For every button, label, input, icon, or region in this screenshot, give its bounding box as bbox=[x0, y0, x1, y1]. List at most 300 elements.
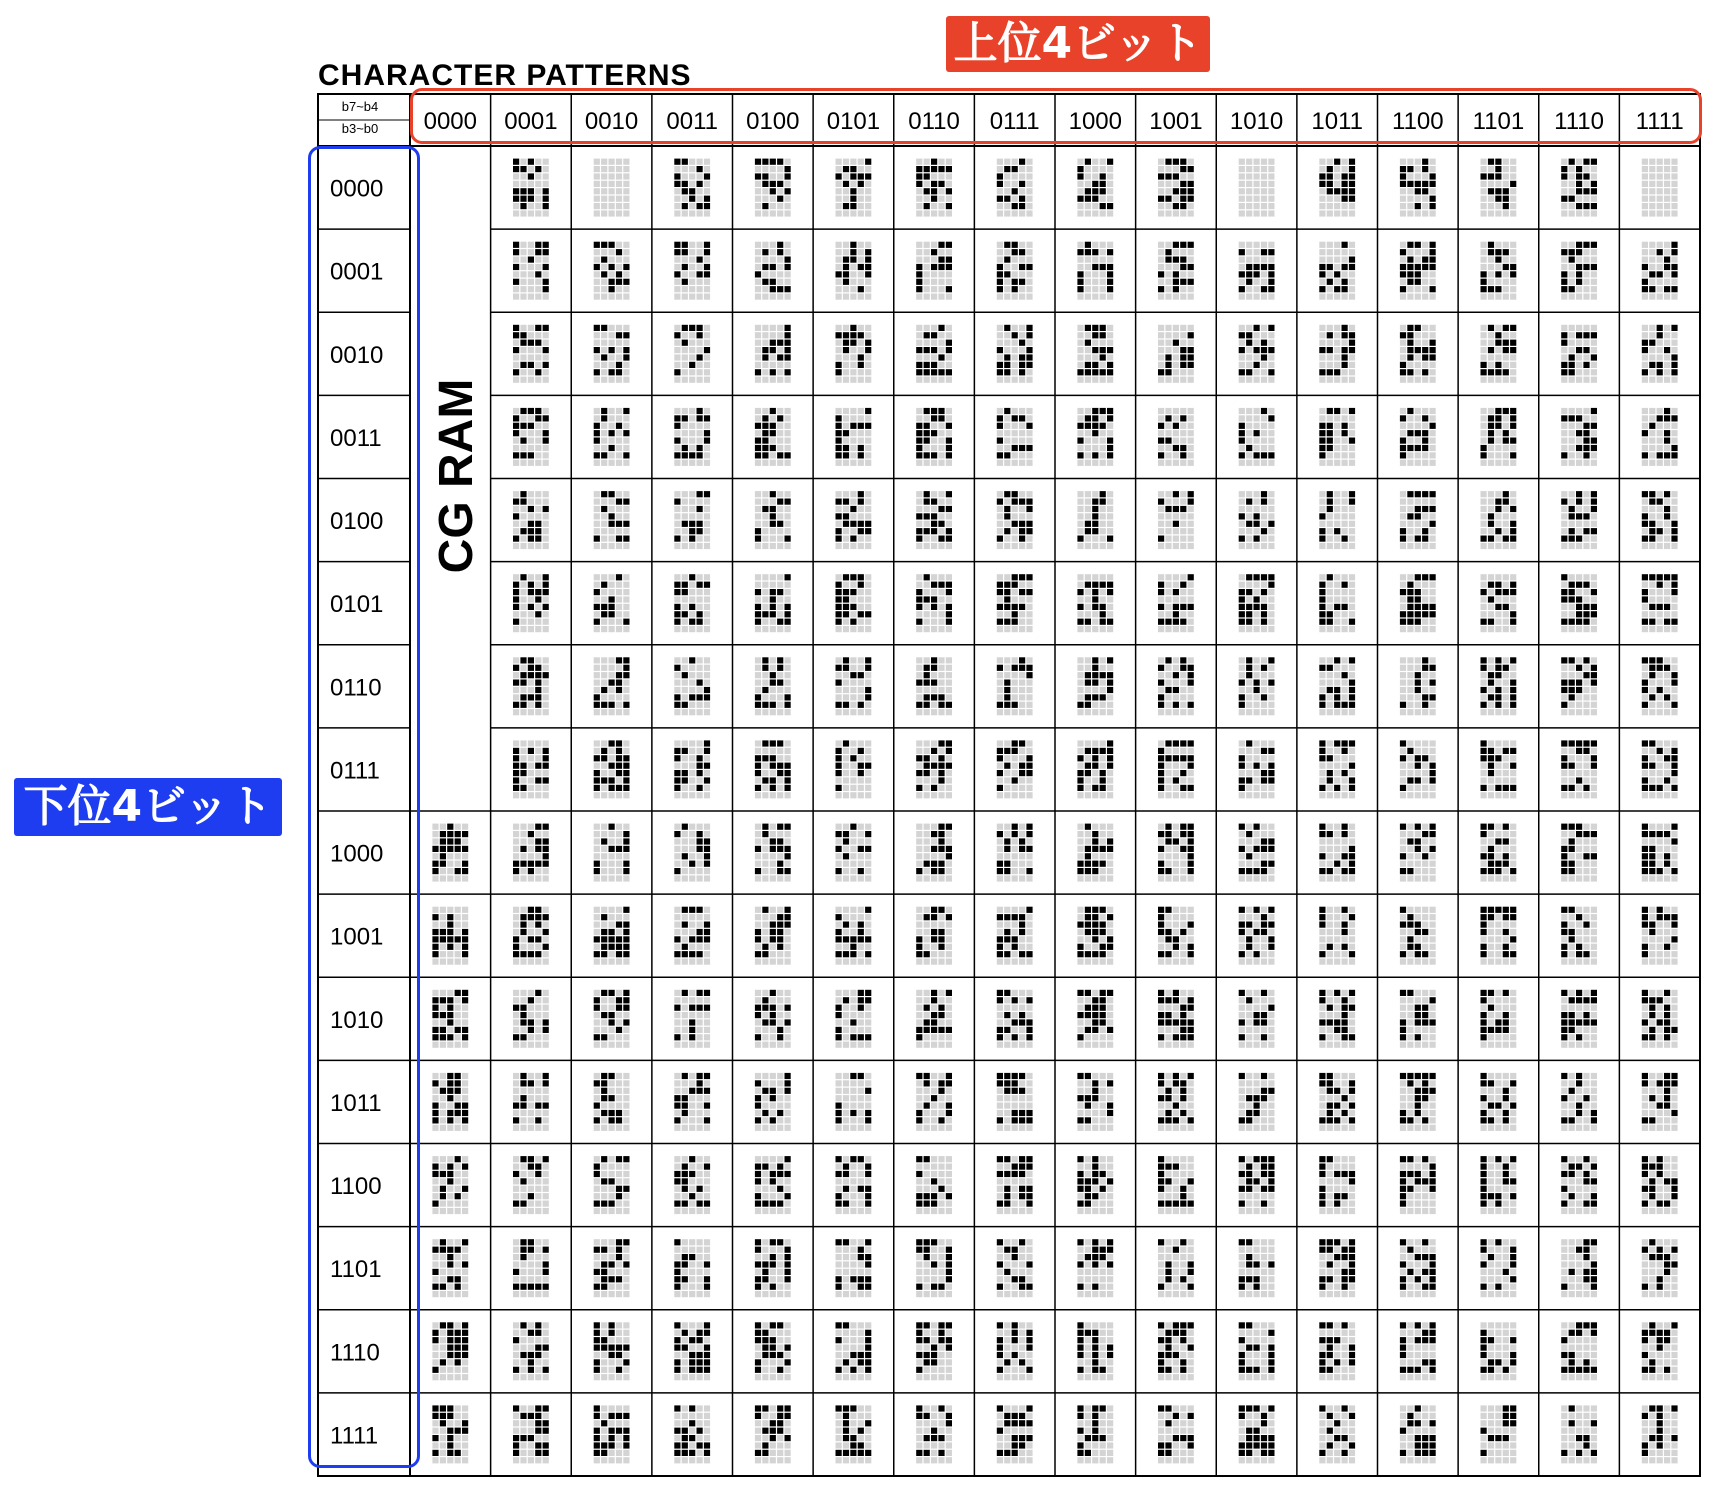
glyph-dot bbox=[520, 340, 526, 346]
glyph-dot bbox=[447, 1110, 453, 1116]
glyph-dot bbox=[697, 1042, 703, 1048]
glyph-dot bbox=[704, 922, 710, 928]
glyph-dot bbox=[1012, 362, 1018, 368]
glyph-dot bbox=[770, 257, 776, 263]
column-header: 0001 bbox=[504, 108, 558, 135]
glyph-dot bbox=[1012, 415, 1018, 421]
glyph-dot bbox=[785, 1330, 791, 1336]
glyph-dot bbox=[843, 929, 849, 935]
glyph-dot bbox=[462, 936, 468, 942]
glyph-dot bbox=[858, 907, 864, 913]
glyph-dot bbox=[924, 286, 930, 292]
glyph-dot bbox=[924, 1367, 930, 1373]
glyph-dot bbox=[440, 1367, 446, 1373]
glyph-dot bbox=[543, 1186, 549, 1192]
glyph-dot bbox=[543, 907, 549, 913]
glyph-dot bbox=[850, 1034, 856, 1040]
glyph-dot bbox=[946, 1239, 952, 1245]
glyph-dot bbox=[704, 1034, 710, 1040]
glyph-dot bbox=[609, 740, 615, 746]
glyph-dot bbox=[931, 1073, 937, 1079]
glyph-dot bbox=[682, 951, 688, 957]
glyph-dot bbox=[616, 657, 622, 663]
glyph-dot bbox=[616, 1110, 622, 1116]
glyph-dot bbox=[762, 445, 768, 451]
glyph-dot bbox=[850, 748, 856, 754]
glyph-dot bbox=[1012, 990, 1018, 996]
glyph-dot bbox=[594, 1450, 600, 1456]
glyph-dot bbox=[601, 408, 607, 414]
glyph-dot bbox=[1012, 332, 1018, 338]
glyph-dot bbox=[616, 959, 622, 965]
glyph-dot bbox=[513, 513, 519, 519]
glyph-dot bbox=[528, 445, 534, 451]
glyph-dot bbox=[850, 1178, 856, 1184]
glyph-dot bbox=[513, 694, 519, 700]
glyph-dot bbox=[762, 354, 768, 360]
glyph-dot bbox=[528, 1352, 534, 1358]
glyph-dot bbox=[916, 672, 922, 678]
glyph-dot bbox=[535, 997, 541, 1003]
glyph-dot bbox=[1019, 1413, 1025, 1419]
glyph-dot bbox=[836, 582, 842, 588]
glyph-dot bbox=[689, 1435, 695, 1441]
glyph-dot bbox=[777, 264, 783, 270]
glyph-dot bbox=[755, 294, 761, 300]
glyph-dot bbox=[689, 846, 695, 852]
glyph-dot bbox=[440, 1291, 446, 1297]
glyph-dot bbox=[858, 445, 864, 451]
glyph-dot bbox=[997, 362, 1003, 368]
glyph-dot bbox=[1019, 271, 1025, 277]
glyph-dot bbox=[1026, 340, 1032, 346]
glyph-dot bbox=[689, 1330, 695, 1336]
glyph-dot bbox=[916, 875, 922, 881]
glyph-cell bbox=[916, 740, 952, 798]
glyph-dot bbox=[455, 944, 461, 950]
glyph-dot bbox=[440, 1261, 446, 1267]
glyph-dot bbox=[1012, 672, 1018, 678]
glyph-dot bbox=[601, 1291, 607, 1297]
glyph-dot bbox=[843, 430, 849, 436]
glyph-dot bbox=[755, 846, 761, 852]
glyph-dot bbox=[836, 1442, 842, 1448]
glyph-dot bbox=[850, 755, 856, 761]
glyph-dot bbox=[938, 159, 944, 165]
glyph-dot bbox=[616, 1080, 622, 1086]
glyph-dot bbox=[865, 914, 871, 920]
glyph-dot bbox=[682, 755, 688, 761]
glyph-dot bbox=[836, 1027, 842, 1033]
glyph-dot bbox=[836, 936, 842, 942]
glyph-cell bbox=[997, 1073, 1033, 1131]
glyph-dot bbox=[609, 506, 615, 512]
glyph-dot bbox=[924, 377, 930, 383]
glyph-dot bbox=[858, 657, 864, 663]
glyph-dot bbox=[924, 325, 930, 331]
glyph-dot bbox=[447, 1330, 453, 1336]
glyph-dot bbox=[455, 824, 461, 830]
glyph-dot bbox=[689, 445, 695, 451]
glyph-dot bbox=[836, 1042, 842, 1048]
glyph-dot bbox=[674, 543, 680, 549]
glyph-dot bbox=[946, 1284, 952, 1290]
glyph-dot bbox=[1026, 521, 1032, 527]
glyph-dot bbox=[520, 294, 526, 300]
glyph-dot bbox=[762, 279, 768, 285]
glyph-dot bbox=[704, 990, 710, 996]
glyph-dot bbox=[704, 491, 710, 497]
glyph-dot bbox=[704, 460, 710, 466]
glyph-dot bbox=[938, 445, 944, 451]
glyph-dot bbox=[858, 990, 864, 996]
glyph-dot bbox=[755, 1291, 761, 1297]
glyph-dot bbox=[674, 332, 680, 338]
glyph-dot bbox=[770, 491, 776, 497]
glyph-dot bbox=[462, 1330, 468, 1336]
glyph-dot bbox=[843, 1247, 849, 1253]
glyph-dot bbox=[777, 770, 783, 776]
glyph-dot bbox=[601, 748, 607, 754]
glyph-dot bbox=[594, 543, 600, 549]
glyph-dot bbox=[946, 1374, 952, 1380]
glyph-dot bbox=[865, 611, 871, 617]
glyph-dot bbox=[931, 709, 937, 715]
glyph-dot bbox=[697, 203, 703, 209]
glyph-dot bbox=[858, 589, 864, 595]
glyph-dot bbox=[682, 1171, 688, 1177]
glyph-dot bbox=[682, 1019, 688, 1025]
glyph-dot bbox=[785, 1442, 791, 1448]
glyph-dot bbox=[1004, 785, 1010, 791]
glyph-dot bbox=[1026, 944, 1032, 950]
glyph-dot bbox=[432, 1450, 438, 1456]
glyph-dot bbox=[770, 1005, 776, 1011]
glyph-dot bbox=[689, 936, 695, 942]
glyph-dot bbox=[916, 354, 922, 360]
glyph-dot bbox=[1012, 513, 1018, 519]
glyph-dot bbox=[432, 1420, 438, 1426]
glyph-dot bbox=[535, 770, 541, 776]
glyph-dot bbox=[520, 907, 526, 913]
glyph-cell bbox=[836, 1322, 872, 1380]
glyph-dot bbox=[513, 680, 519, 686]
glyph-dot bbox=[755, 362, 761, 368]
glyph-dot bbox=[674, 340, 680, 346]
glyph-dot bbox=[931, 369, 937, 375]
glyph-dot bbox=[762, 1291, 768, 1297]
glyph-dot bbox=[704, 1450, 710, 1456]
glyph-dot bbox=[938, 604, 944, 610]
glyph-dot bbox=[916, 1201, 922, 1207]
glyph-dot bbox=[858, 1088, 864, 1094]
glyph-dot bbox=[916, 188, 922, 194]
glyph-dot bbox=[1012, 596, 1018, 602]
glyph-dot bbox=[777, 369, 783, 375]
glyph-cell bbox=[594, 325, 630, 383]
glyph-dot bbox=[938, 1269, 944, 1275]
glyph-dot bbox=[513, 1413, 519, 1419]
glyph-dot bbox=[689, 362, 695, 368]
glyph-dot bbox=[777, 1330, 783, 1336]
glyph-dot bbox=[520, 325, 526, 331]
glyph-dot bbox=[1004, 249, 1010, 255]
glyph-dot bbox=[938, 286, 944, 292]
glyph-dot bbox=[785, 611, 791, 617]
glyph-dot bbox=[689, 1125, 695, 1131]
glyph-dot bbox=[1004, 362, 1010, 368]
glyph-dot bbox=[609, 944, 615, 950]
glyph-dot bbox=[601, 959, 607, 965]
glyph-dot bbox=[946, 1125, 952, 1131]
glyph-dot bbox=[689, 929, 695, 935]
glyph-dot bbox=[609, 1193, 615, 1199]
glyph-dot bbox=[843, 203, 849, 209]
glyph-dot bbox=[543, 589, 549, 595]
glyph-dot bbox=[623, 748, 629, 754]
glyph-dot bbox=[520, 513, 526, 519]
glyph-dot bbox=[689, 611, 695, 617]
glyph-dot bbox=[697, 264, 703, 270]
glyph-dot bbox=[850, 264, 856, 270]
glyph-dot bbox=[440, 1208, 446, 1214]
glyph-dot bbox=[704, 203, 710, 209]
glyph-dot bbox=[601, 1034, 607, 1040]
glyph-dot bbox=[682, 499, 688, 505]
glyph-dot bbox=[513, 377, 519, 383]
glyph-dot bbox=[924, 257, 930, 263]
glyph-dot bbox=[682, 332, 688, 338]
glyph-dot bbox=[704, 1193, 710, 1199]
glyph-dot bbox=[1019, 861, 1025, 867]
glyph-dot bbox=[770, 763, 776, 769]
glyph-dot bbox=[865, 1261, 871, 1267]
glyph-dot bbox=[674, 1034, 680, 1040]
glyph-dot bbox=[836, 748, 842, 754]
glyph-dot bbox=[770, 1247, 776, 1253]
glyph-dot bbox=[535, 354, 541, 360]
glyph-dot bbox=[836, 1095, 842, 1101]
glyph-dot bbox=[858, 1117, 864, 1123]
glyph-dot bbox=[623, 415, 629, 421]
glyph-dot bbox=[997, 188, 1003, 194]
glyph-dot bbox=[594, 166, 600, 172]
glyph-dot bbox=[682, 604, 688, 610]
glyph-dot bbox=[623, 861, 629, 867]
glyph-dot bbox=[528, 1239, 534, 1245]
glyph-dot bbox=[704, 196, 710, 202]
glyph-dot bbox=[682, 763, 688, 769]
glyph-dot bbox=[674, 369, 680, 375]
glyph-dot bbox=[997, 499, 1003, 505]
glyph-dot bbox=[513, 430, 519, 436]
glyph-dot bbox=[843, 838, 849, 844]
glyph-dot bbox=[697, 347, 703, 353]
glyph-dot bbox=[836, 1193, 842, 1199]
glyph-dot bbox=[616, 362, 622, 368]
glyph-dot bbox=[1019, 846, 1025, 852]
glyph-dot bbox=[432, 1042, 438, 1048]
glyph-dot bbox=[528, 325, 534, 331]
glyph-dot bbox=[674, 619, 680, 625]
glyph-dot bbox=[543, 929, 549, 935]
glyph-dot bbox=[858, 1208, 864, 1214]
glyph-dot bbox=[520, 1420, 526, 1426]
glyph-dot bbox=[697, 1450, 703, 1456]
glyph-dot bbox=[528, 1088, 534, 1094]
glyph-dot bbox=[770, 347, 776, 353]
glyph-dot bbox=[865, 408, 871, 414]
glyph-dot bbox=[432, 831, 438, 837]
glyph-dot bbox=[689, 1088, 695, 1094]
glyph-dot bbox=[609, 1330, 615, 1336]
glyph-cell bbox=[836, 990, 872, 1048]
glyph-dot bbox=[704, 626, 710, 632]
glyph-dot bbox=[946, 257, 952, 263]
glyph-dot bbox=[865, 907, 871, 913]
glyph-dot bbox=[513, 1284, 519, 1290]
glyph-dot bbox=[432, 1019, 438, 1025]
glyph-dot bbox=[455, 846, 461, 852]
glyph-dot bbox=[997, 1156, 1003, 1162]
glyph-dot bbox=[689, 181, 695, 187]
glyph-dot bbox=[946, 325, 952, 331]
glyph-dot bbox=[997, 1125, 1003, 1131]
glyph-dot bbox=[535, 824, 541, 830]
glyph-dot bbox=[697, 1073, 703, 1079]
glyph-dot bbox=[1026, 1042, 1032, 1048]
glyph-dot bbox=[520, 831, 526, 837]
glyph-dot bbox=[946, 521, 952, 527]
glyph-dot bbox=[931, 210, 937, 216]
glyph-dot bbox=[513, 264, 519, 270]
glyph-dot bbox=[916, 657, 922, 663]
glyph-dot bbox=[755, 1405, 761, 1411]
glyph-dot bbox=[762, 990, 768, 996]
glyph-dot bbox=[843, 1254, 849, 1260]
glyph-dot bbox=[865, 619, 871, 625]
glyph-dot bbox=[682, 1103, 688, 1109]
glyph-dot bbox=[623, 166, 629, 172]
glyph-dot bbox=[843, 1034, 849, 1040]
glyph-dot bbox=[865, 1201, 871, 1207]
glyph-dot bbox=[865, 340, 871, 346]
glyph-dot bbox=[432, 1247, 438, 1253]
glyph-dot bbox=[623, 377, 629, 383]
glyph-dot bbox=[916, 709, 922, 715]
glyph-dot bbox=[762, 1330, 768, 1336]
glyph-dot bbox=[513, 1247, 519, 1253]
glyph-dot bbox=[432, 1413, 438, 1419]
glyph-dot bbox=[704, 286, 710, 292]
glyph-dot bbox=[440, 914, 446, 920]
glyph-dot bbox=[755, 687, 761, 693]
glyph-dot bbox=[543, 1405, 549, 1411]
glyph-dot bbox=[594, 680, 600, 686]
glyph-dot bbox=[447, 1239, 453, 1245]
glyph-dot bbox=[535, 181, 541, 187]
glyph-dot bbox=[916, 959, 922, 965]
glyph-dot bbox=[762, 1019, 768, 1025]
glyph-dot bbox=[616, 499, 622, 505]
glyph-dot bbox=[609, 257, 615, 263]
glyph-dot bbox=[770, 1186, 776, 1192]
glyph-dot bbox=[1026, 1420, 1032, 1426]
glyph-dot bbox=[432, 861, 438, 867]
glyph-dot bbox=[916, 702, 922, 708]
glyph-dot bbox=[513, 740, 519, 746]
glyph-dot bbox=[931, 951, 937, 957]
glyph-dot bbox=[697, 959, 703, 965]
glyph-dot bbox=[682, 792, 688, 798]
glyph-dot bbox=[594, 1156, 600, 1162]
glyph-cell bbox=[997, 1405, 1033, 1463]
glyph-dot bbox=[1019, 528, 1025, 534]
glyph-dot bbox=[997, 740, 1003, 746]
glyph-dot bbox=[623, 452, 629, 458]
glyph-dot bbox=[520, 1186, 526, 1192]
glyph-dot bbox=[762, 286, 768, 292]
glyph-dot bbox=[843, 770, 849, 776]
glyph-dot bbox=[697, 838, 703, 844]
glyph-dot bbox=[682, 543, 688, 549]
glyph-dot bbox=[1026, 445, 1032, 451]
glyph-dot bbox=[704, 875, 710, 881]
glyph-dot bbox=[682, 665, 688, 671]
glyph-dot bbox=[697, 196, 703, 202]
glyph-dot bbox=[843, 1073, 849, 1079]
glyph-dot bbox=[594, 868, 600, 874]
glyph-dot bbox=[455, 1080, 461, 1086]
glyph-dot bbox=[440, 1073, 446, 1079]
glyph-dot bbox=[865, 1330, 871, 1336]
glyph-dot bbox=[1012, 166, 1018, 172]
glyph-dot bbox=[697, 785, 703, 791]
glyph-dot bbox=[520, 369, 526, 375]
glyph-dot bbox=[924, 340, 930, 346]
glyph-dot bbox=[528, 1103, 534, 1109]
glyph-dot bbox=[513, 861, 519, 867]
glyph-dot bbox=[843, 709, 849, 715]
glyph-dot bbox=[594, 1095, 600, 1101]
glyph-dot bbox=[762, 521, 768, 527]
glyph-dot bbox=[997, 604, 1003, 610]
glyph-dot bbox=[924, 755, 930, 761]
glyph-dot bbox=[785, 959, 791, 965]
glyph-dot bbox=[623, 846, 629, 852]
glyph-dot bbox=[704, 861, 710, 867]
glyph-cell bbox=[513, 325, 549, 383]
glyph-dot bbox=[682, 1276, 688, 1282]
glyph-dot bbox=[924, 853, 930, 859]
glyph-dot bbox=[462, 1284, 468, 1290]
glyph-dot bbox=[843, 513, 849, 519]
glyph-dot bbox=[440, 868, 446, 874]
glyph-dot bbox=[674, 785, 680, 791]
glyph-dot bbox=[704, 430, 710, 436]
glyph-dot bbox=[520, 1254, 526, 1260]
glyph-dot bbox=[770, 1088, 776, 1094]
glyph-dot bbox=[682, 347, 688, 353]
glyph-dot bbox=[755, 1359, 761, 1365]
glyph-dot bbox=[704, 1171, 710, 1177]
glyph-dot bbox=[623, 438, 629, 444]
glyph-dot bbox=[689, 423, 695, 429]
glyph-dot bbox=[865, 1269, 871, 1275]
glyph-dot bbox=[704, 438, 710, 444]
glyph-dot bbox=[535, 1420, 541, 1426]
glyph-dot bbox=[1026, 543, 1032, 549]
